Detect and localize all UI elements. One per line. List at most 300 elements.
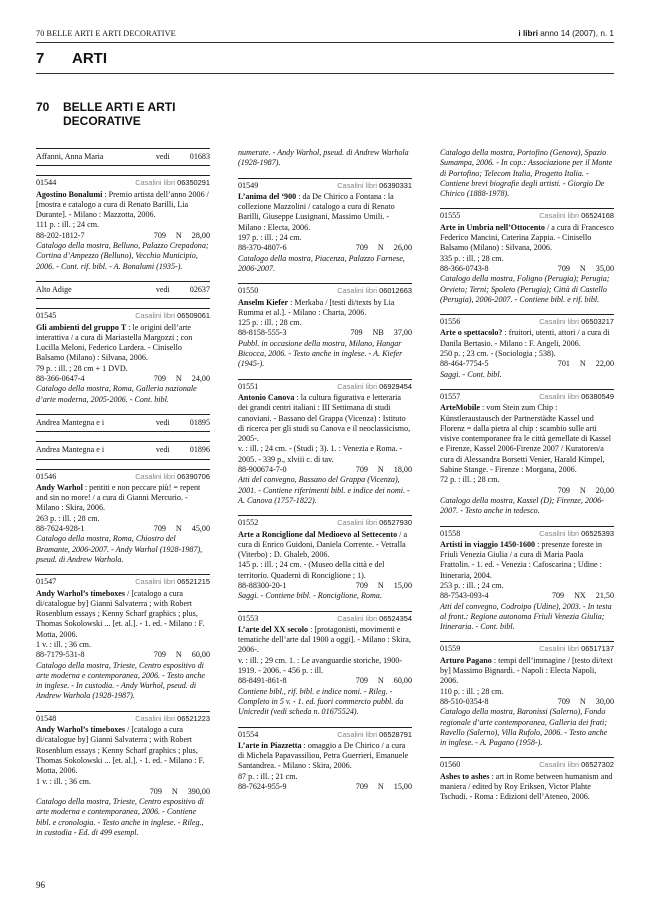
- entry-class: 709: [355, 465, 368, 475]
- xref-number: 01683: [189, 152, 210, 161]
- catalog-entry: [238, 611, 412, 718]
- entry-number: 01560: [440, 760, 461, 770]
- entry-isbn: 88-464-7754-5: [440, 359, 489, 369]
- header-journal-name: i libri: [518, 29, 538, 38]
- entry-text: : da De Chirico a Fontana : la collezione Mazzolini / catalogo a cura di Renato Barilli, Giuseppe Lusignani, Massimo Umili. - Milano : Electa, 2006.: [238, 191, 395, 232]
- entry-text: : presenze foreste in Friuli Venezia Giulia / a cura di Maria Paola Frattolin. - 1. ed. - Venezia : Cafoscarina ; Udine : Itineraria, 2004.: [440, 539, 603, 580]
- entry-title: Artisti in viaggio 1450-1600: [440, 539, 536, 549]
- continued-note: numerate. - Andy Warhol, pseud. di Andrew Warhola (1928-1987).: [238, 148, 409, 168]
- entry-flag: N: [175, 230, 182, 240]
- entry-number: 01546: [36, 471, 57, 481]
- entry-ref: [539, 644, 614, 654]
- entry-flag: N: [377, 465, 384, 475]
- entry-title: L’arte del XX secolo: [238, 624, 309, 634]
- entry-text: : fruitori, utenti, attori / a cura di Danila Bertasio. - Milano : F. Angeli, 2006.: [440, 328, 610, 348]
- spacer: [489, 359, 548, 369]
- entry-code: 06503217: [581, 317, 614, 327]
- entry-ref: [539, 760, 614, 770]
- entry-number: 01558: [440, 528, 461, 538]
- entry-ref: [539, 529, 614, 539]
- spacer: [85, 231, 144, 241]
- entry-code: 06509061: [177, 311, 210, 321]
- entry-ref: [337, 181, 412, 191]
- entry-flag: N: [377, 243, 384, 253]
- entry-body: [440, 772, 614, 803]
- cross-reference: [36, 414, 210, 432]
- catalog-entry: [36, 469, 210, 566]
- entry-body: [238, 625, 412, 656]
- entry-number: 01556: [440, 317, 461, 327]
- publisher-label: Casalini libri: [135, 178, 176, 188]
- entry-class: 709: [153, 650, 166, 660]
- entry-header: [238, 178, 412, 191]
- column-1: [36, 148, 210, 847]
- entry-flag: N: [579, 359, 586, 369]
- entry-text: : omaggio a De Chirico / a cura di Michela Papavassiliou, Petra Guerrieri, Emanuele Santandrea. - Milano : Skira, 2006.: [238, 740, 409, 771]
- entry-isbn-line: [440, 264, 614, 274]
- catalog-entry: [238, 379, 412, 507]
- entry-price: 20,00: [595, 485, 614, 495]
- entry-class: 701: [557, 359, 570, 369]
- entry-ref: [539, 317, 614, 327]
- entry-code: 06380549: [581, 391, 614, 401]
- entry-price: 35,00: [595, 263, 614, 273]
- spacer: [489, 697, 548, 707]
- entry-text: : art in Rome between humanism and maniera / edited by Roy Eriksen, Victor Plahte Tschudi. - Roma : Edizioni dell’Ateneo, 2006.: [440, 771, 613, 802]
- entry-title: Agostino Bonalumi: [36, 189, 103, 199]
- spacer: [287, 782, 346, 792]
- entry-isbn: 88-7179-531-8: [36, 650, 85, 660]
- entry-physical: 1 v. : ill. ; 36 cm.: [36, 776, 92, 786]
- entry-header: [440, 641, 614, 654]
- entry-code: 06525393: [581, 528, 614, 538]
- entry-isbn-line: [440, 591, 614, 601]
- entry-physical: 145 p. : ill. ; 24 cm. - (Museo della città e del territorio. Quaderni di Ronciglione ; 1).: [238, 560, 385, 580]
- entry-text: / a cura di Enrico Guidoni, Daniela Corrente. - Vetralla (Viterbo) : D. Ghaleb, 2006.: [238, 529, 408, 560]
- entry-flag: N: [171, 786, 178, 796]
- entry-flag: N: [377, 580, 384, 590]
- entry-class: 709: [355, 782, 368, 792]
- entry-text: : le origini dell’arte interattiva / a cura di Mariastella Margozzi ; con Lucilla Meloni, Federico Lardera. - Cinisello Balsamo (Milano) : Silvana, 2006.: [36, 322, 193, 363]
- entry-code: 06524168: [581, 211, 614, 221]
- entry-class: 709: [557, 696, 570, 706]
- entry-note: Atti del convegno, Bassano del Grappa (Vicenza), 2001. - Contiene riferimenti bibl. e indice dei nomi. - A. Canova (1757-1822).: [238, 475, 410, 505]
- xref-number: 01896: [189, 445, 210, 455]
- entry-physical: 197 p. : ill. ; 24 cm.: [238, 233, 302, 243]
- entry-class: 709: [557, 485, 570, 495]
- column-2: [238, 148, 412, 801]
- entry-body: [36, 483, 210, 514]
- entry-code: 06012663: [379, 286, 412, 296]
- entry-title: Arte in Umbria nell’Ottocento: [440, 222, 545, 232]
- xref-name: Alto Adige: [36, 284, 72, 294]
- entry-header: [440, 208, 614, 221]
- entry-ref: [135, 472, 210, 482]
- spacer: [287, 581, 346, 591]
- entry-isbn: 88-510-0354-8: [440, 696, 489, 706]
- entry-isbn-line: [36, 650, 210, 660]
- catalog-entry: [36, 308, 210, 405]
- header-rule: [36, 42, 614, 43]
- entry-flag: N: [175, 650, 182, 660]
- entry-body: [36, 190, 210, 221]
- catalog-entry: [440, 641, 614, 748]
- entry-price: 15,00: [393, 580, 412, 590]
- entry-body: [440, 656, 614, 687]
- entry-isbn: 88-7624-955-9: [238, 782, 287, 792]
- entry-body: [238, 393, 412, 444]
- entry-class: 709: [557, 263, 570, 273]
- entry-body: [440, 223, 614, 254]
- publisher-label: Casalini libri: [539, 760, 580, 770]
- entry-flag: N: [175, 374, 182, 384]
- entry-isbn: 88-366-0743-8: [440, 263, 489, 273]
- publisher-label: Casalini libri: [337, 729, 378, 739]
- catalog-entry: [440, 208, 614, 305]
- entry-physical: 125 p. : ill. ; 28 cm.: [238, 318, 302, 328]
- publisher-label: Casalini libri: [135, 713, 176, 723]
- publisher-label: Casalini libri: [337, 180, 378, 190]
- entry-note: Catalogo della mostra, Trieste, Centro espositivo di arte moderna e contemporanea, 2006. - Testo anche in inglese. - In custodia. - Andy Warhol, pseud. di Andrew Warhola (1928-1987).: [36, 660, 205, 701]
- entry-class: 709: [153, 230, 166, 240]
- entry-isbn-line: [238, 581, 412, 591]
- entry-header: [238, 379, 412, 392]
- entry-isbn: 88-366-0647-4: [36, 374, 85, 384]
- entry-note: Catalogo della mostra, Roma, Chiostro del Bramante, 2006-2007. - Andy Warhol (1928-1987), pseud. di Andrew Warhola.: [36, 534, 203, 564]
- entry-header: [238, 515, 412, 528]
- entry-number: 01552: [238, 518, 259, 528]
- subsection-title: BELLE ARTI E ARTI DECORATIVE: [63, 100, 176, 128]
- entry-price: 18,00: [393, 465, 412, 475]
- entry-physical: 253 p. : ill. ; 24 cm.: [440, 580, 504, 590]
- entry-title: L’arte in Piazzetta: [238, 740, 302, 750]
- entry-header: [440, 757, 614, 770]
- entry-text: / a cura di Francesco Federico Mancini, Caterina Zappia. - Cinisello Balsamo (Milano) : Silvana, 2006.: [440, 222, 614, 253]
- entry-ref: [135, 178, 210, 188]
- entry-text: : Premio artista dell’anno 2006 / [mostra e catalogo a cura di Renato Barilli, Lia Durante]. - Milano : Mazzotta, 2006.: [36, 189, 209, 220]
- spacer: [440, 486, 548, 496]
- entry-header: [440, 389, 614, 402]
- entry-header: [238, 727, 412, 740]
- header-issue: anno 14 (2007), n. 1: [537, 29, 614, 38]
- entry-price: 390,00: [187, 786, 210, 796]
- entry-price: 15,00: [393, 782, 412, 792]
- spacer: [36, 787, 140, 797]
- continued-note: Catalogo della mostra, Portofino (Genova), Spazio Sumampa, 2006. - In cop.: Associazione per il Monte di Portofino; Telecom Italia, Progetto Italia. - Contiene brevi biografie degli artisti. - Giorgio De Chirico (1888-1978).: [440, 148, 613, 199]
- subsection-number: 70: [36, 100, 50, 114]
- entry-isbn-line: [238, 328, 412, 338]
- xref-vedi: vedi: [155, 152, 170, 161]
- spacer: [85, 650, 144, 660]
- xref-name: Andrea Mantegna e i: [36, 417, 105, 427]
- entry-class: 709: [153, 374, 166, 384]
- spacer: [85, 374, 144, 384]
- publisher-label: Casalini libri: [337, 613, 378, 623]
- page-number: 96: [36, 880, 45, 890]
- entry-isbn: 88-88300-20-1: [238, 580, 287, 590]
- entry-body: [440, 403, 614, 475]
- section-number: 7: [36, 50, 45, 67]
- entry-flag: N: [579, 485, 586, 495]
- catalog-entry: [440, 526, 614, 633]
- entry-body: [36, 589, 210, 640]
- entry-body: [238, 530, 412, 561]
- entry-body: [36, 323, 210, 364]
- entry-title: ArteMobile: [440, 403, 481, 413]
- spacer: [85, 524, 144, 534]
- xref-vedi: vedi: [155, 445, 170, 455]
- entry-isbn: 88-370-4807-6: [238, 243, 287, 253]
- entry-number: 01557: [440, 391, 461, 401]
- entry-physical: v. : ill. ; 24 cm. - (Studi ; 3). 1. : Venezia e Roma. - 2005. - 339 p., xlviii c. di tav.: [238, 444, 403, 464]
- entry-note: Pubbl. in occasione della mostra, Milano, Hangar Bicocca, 2006. - Testo anche in inglese. - A. Kiefer (1945-).: [238, 338, 403, 369]
- spacer: [489, 264, 548, 274]
- spacer: [287, 465, 346, 475]
- spacer: [287, 676, 346, 686]
- catalog-entry: [36, 175, 210, 272]
- entry-isbn: 88-8158-555-3: [238, 328, 287, 338]
- catalog-entry: [238, 727, 412, 793]
- catalog-entry: [238, 178, 412, 275]
- entry-class: 709: [355, 676, 368, 686]
- entry-number: 01555: [440, 211, 461, 221]
- catalog-entry: [36, 711, 210, 839]
- entry-isbn-line: [36, 524, 210, 534]
- column-3: [440, 148, 614, 812]
- entry-number: 01551: [238, 381, 259, 391]
- entry-isbn-line: [440, 359, 614, 369]
- entry-note: Saggi. - Contiene bibl. - Ronciglione, Roma.: [238, 591, 382, 601]
- entry-text: : [protagonisti, movimenti e tematiche dell’arte dal 1900 a oggi]. - Milano : Skira, 2006-.: [238, 624, 411, 655]
- entry-body: [238, 741, 412, 772]
- xref-name: Affanni, Anna Maria: [36, 152, 104, 161]
- entry-code: 06527302: [581, 760, 614, 770]
- entry-title: Andy Warhol’s timeboxes: [36, 588, 126, 598]
- entry-number: 01559: [440, 644, 461, 654]
- entry-price: 30,00: [595, 696, 614, 706]
- entry-ref: [337, 286, 412, 296]
- entry-code: 06929454: [379, 381, 412, 391]
- entry-number: 01549: [238, 180, 259, 190]
- entry-physical: 110 p. : ill. ; 28 cm.: [440, 686, 504, 696]
- entry-body: [440, 540, 614, 581]
- entry-body: [36, 725, 210, 776]
- entry-class: 709: [350, 328, 363, 338]
- entry-isbn: 88-900674-7-0: [238, 465, 287, 475]
- entry-isbn-line: [36, 374, 210, 384]
- entry-physical: v. : ill. ; 29 cm. 1. : Le avanguardie storiche, 1900-1919. - 2006. - 456 p. : ill.: [238, 655, 403, 676]
- entry-physical: 87 p. : ill. ; 21 cm.: [238, 771, 298, 781]
- entry-physical: 79 p. : ill. ; 28 cm + 1 DVD.: [36, 363, 128, 373]
- entry-isbn-line: [36, 787, 210, 797]
- entry-title: Gli ambienti del gruppo T: [36, 322, 127, 332]
- entry-flag: N: [579, 696, 586, 706]
- entry-physical: 72 p. : ill. ; 28 cm.: [440, 475, 500, 485]
- entry-isbn-line: [440, 697, 614, 707]
- entry-price: 28,00: [191, 230, 210, 240]
- entry-price: 22,00: [595, 359, 614, 369]
- entry-price: 60,00: [393, 676, 412, 686]
- entry-code: 06528791: [379, 729, 412, 739]
- entry-ref: [337, 730, 412, 740]
- entry-class: 709: [149, 786, 162, 796]
- entry-code: 06390706: [177, 471, 210, 481]
- entry-number: 01544: [36, 178, 57, 188]
- entry-code: 06521223: [177, 713, 210, 723]
- entry-isbn-line: [238, 782, 412, 792]
- entry-number: 01553: [238, 613, 259, 623]
- entry-note: Catalogo della mostra, Kassel (D); Firenze, 2006-2007. - Testo anche in tedesco.: [440, 495, 604, 516]
- entry-class: 709: [355, 580, 368, 590]
- xref-number: 02637: [189, 284, 210, 294]
- publisher-label: Casalini libri: [539, 528, 580, 538]
- publisher-label: Casalini libri: [135, 577, 176, 587]
- entry-body: [440, 328, 614, 349]
- entry-note: Contiene bibl., rif. bibl. e indice nomi. - Rileg. - Completo in 5 v. - 1. ed. fuori commercio pubbl. da Unicredit (vedi scheda n. 01675524).: [238, 686, 404, 717]
- xref-vedi: vedi: [155, 284, 170, 294]
- xref-vedi: vedi: [155, 417, 170, 427]
- cross-reference: [36, 148, 210, 166]
- entry-title: L’anima del ‘900: [238, 191, 297, 201]
- entry-code: 06524354: [379, 613, 412, 623]
- entry-price: 24,00: [191, 374, 210, 384]
- entry-text: / [catalogo a cura di/catalogue by] Gianni Salvaterra ; with Robert Rosenblum essays ; Kenny Scharf graphics ; plus, Thomas Sokolowski ... [et. al.]. - 1. ed. - Milano : F. Motta, 2006.: [36, 588, 205, 639]
- entry-text: / [catalogo a cura di/catalogue by] Gianni Salvaterra ; with Robert Rosenblum essays ; Kenny Scharf graphics ; plus, Thomas Sokolowski ... [et. al.]. - 1. ed. - Milano : F. Motta, 2006.: [36, 725, 205, 776]
- publisher-label: Casalini libri: [539, 391, 580, 401]
- entry-code: 06527930: [379, 518, 412, 528]
- running-header: [36, 29, 614, 43]
- entry-price: 26,00: [393, 243, 412, 253]
- entry-note: Catalogo della mostra, Foligno (Perugia); Perugia; Orvieto; Terni; Spoleto (Perugia); Città di Castello (Perugia), 2006-2007. - Contiene bibl. e rif. bibl.: [440, 274, 610, 304]
- entry-title: Andy Warhol: [36, 482, 83, 492]
- entry-physical: 111 p. : ill. ; 24 cm.: [36, 220, 100, 230]
- entry-header: [440, 526, 614, 539]
- entry-price: 37,00: [393, 328, 412, 338]
- entry-header: [36, 711, 210, 724]
- catalog-entry: [238, 515, 412, 601]
- entry-flag: N: [377, 782, 384, 792]
- entry-number: 01547: [36, 577, 57, 587]
- entry-isbn-line: [238, 676, 412, 686]
- entry-code: 06390331: [379, 180, 412, 190]
- catalog-entry: [238, 283, 412, 369]
- entry-header: [36, 469, 210, 482]
- section-rule: [36, 73, 614, 74]
- entry-isbn: 88-8491-861-8: [238, 676, 287, 686]
- entry-text: : Merkaba / [testi di/texts by Lia Rumma et al.]. - Milano : Charta, 2006.: [238, 297, 395, 317]
- publisher-label: Casalini libri: [539, 317, 580, 327]
- entry-body: [238, 192, 412, 233]
- entry-price: 60,00: [191, 650, 210, 660]
- catalog-entry: [440, 389, 614, 517]
- entry-header: [36, 175, 210, 188]
- entry-isbn: 88-202-1812-7: [36, 230, 85, 240]
- xref-number: 01895: [189, 417, 210, 427]
- entry-title: Andy Warhol’s timeboxes: [36, 725, 126, 735]
- entry-number: 01545: [36, 311, 57, 321]
- entry-ref: [337, 382, 412, 392]
- entry-note: Catalogo della mostra, Piacenza, Palazzo Farnese, 2006-2007.: [238, 253, 405, 273]
- entry-note: Catalogo della mostra, Trieste, Centro espositivo di arte moderna e contemporanea, 2006. - Contiene bibl. e cronologia. - Testo anche in inglese. - Rileg., in custodia - Ed. di 499 esempl.: [36, 797, 204, 838]
- entry-text: : tempi dell’immagine / [testo di/text by] Massimo Bignardi. - Napoli : Electa Napoli, 2006.: [440, 655, 613, 686]
- entry-title: Anselm Kiefer: [238, 297, 289, 307]
- publisher-label: Casalini libri: [135, 471, 176, 481]
- entry-code: 06517137: [581, 644, 614, 654]
- entry-physical: 263 p. : ill. ; 28 cm.: [36, 513, 100, 523]
- entry-flag: NB: [372, 328, 384, 338]
- entry-ref: [135, 311, 210, 321]
- entry-ref: [539, 211, 614, 221]
- entry-isbn-line: [440, 486, 614, 496]
- entry-isbn-line: [238, 465, 412, 475]
- entry-class: 709: [153, 524, 166, 534]
- entry-note: Catalogo della mostra, Baronissi (Salerno), Fondo regionale d’arte contemporanea, Galleria dei frati; Ravello (Salerno), Villa Rufolo, 2006. - Testo anche in inglese. - A. Pagano (1958-).: [440, 707, 608, 748]
- entry-class: 709: [551, 591, 565, 601]
- header-section-label: 70 BELLE ARTI E ARTI DECORATIVE: [36, 29, 176, 38]
- catalog-entry: [36, 574, 210, 702]
- entry-flag: NX: [574, 591, 586, 601]
- entry-physical: 1 v. : ill. ; 36 cm.: [36, 639, 92, 649]
- entry-code: 06521215: [177, 577, 210, 587]
- entry-title: Arturo Pagano: [440, 655, 492, 665]
- cross-reference: [36, 281, 210, 299]
- entry-note: Saggi. - Cont. bibl.: [440, 369, 502, 379]
- entry-ref: [337, 614, 412, 624]
- publisher-label: Casalini libri: [337, 381, 378, 391]
- entry-flag: N: [579, 263, 586, 273]
- entry-note: Atti del convegno, Codroipo (Udine), 2003. - In testa al front.: Regione autonoma Friuli Venezia Giulia; Itineraria. - Cont. bibl.: [440, 601, 612, 632]
- entry-header: [238, 283, 412, 296]
- publisher-label: Casalini libri: [539, 644, 580, 654]
- entry-price: 45,00: [191, 524, 210, 534]
- header-journal-info: [518, 29, 614, 38]
- entry-text: : la cultura figurativa e letteraria dei grandi centri italiani : III Settimana di studi canoviani. - Bassano del Grappa (Vicenza) : Istituto di ricerca per gli studi su Canova e il neoclassicismo, 2005-.: [238, 392, 411, 444]
- publisher-label: Casalini libri: [135, 311, 176, 321]
- entry-isbn-line: [238, 243, 412, 253]
- entry-header: [238, 611, 412, 624]
- entry-header: [36, 308, 210, 321]
- entry-title: Arte a Ronciglione dal Medioevo al Settecento: [238, 529, 398, 539]
- entry-flag: N: [377, 676, 384, 686]
- entry-title: Antonio Canova: [238, 392, 295, 402]
- entry-number: 01554: [238, 729, 259, 739]
- entry-title: Arte o spettacolo?: [440, 328, 503, 338]
- entry-isbn: 88-7543-093-4: [440, 591, 489, 601]
- entry-ref: [539, 392, 614, 402]
- catalog-entry: [440, 757, 614, 802]
- catalog-entry: [440, 314, 614, 380]
- entry-ref: [135, 714, 210, 724]
- publisher-label: Casalini libri: [337, 518, 378, 528]
- entry-header: [36, 574, 210, 587]
- entry-physical: 250 p. ; 23 cm. - (Sociologia ; 538).: [440, 349, 556, 359]
- spacer: [489, 591, 542, 601]
- entry-code: 06350291: [177, 178, 210, 188]
- entry-physical: 335 p. : ill. ; 28 cm.: [440, 253, 504, 263]
- entry-text: : vom Stein zum Chip : Künstleraustausch der Partnerstädte Kassel und Florenz = dalla pietra al chip : scambio sulle arti visive contemporanee fra le città gemellate di Kassel e Firenze, Kassel 2006-Firenze 2007 / Kuratoren/a cura di Alessandra Borsetti Venier, Harald Kimpel, Sabine Stange. - Firenze : Morgana, 2006.: [440, 403, 612, 475]
- cross-reference: [36, 441, 210, 459]
- entry-header: [440, 314, 614, 327]
- publisher-label: Casalini libri: [539, 211, 580, 221]
- entry-note: Catalogo della mostra, Belluno, Palazzo Crepadona; Cortina d’Ampezzo (Belluno), Vecchio Municipio, 2006. - Cont. rif. bibl. - A. Bonalumi (1935-).: [36, 241, 209, 271]
- spacer: [287, 243, 346, 253]
- section-title: ARTI: [72, 50, 107, 67]
- entry-text: : pentiti e non peccare più! = repent and sin no more! / a cura di Gianni Mercurio. - Milano : Skira, 2006.: [36, 482, 201, 513]
- spacer: [287, 328, 341, 338]
- xref-name: Andrea Mantegna e i: [36, 445, 105, 455]
- entry-title: Ashes to ashes: [440, 771, 490, 781]
- entry-ref: [135, 577, 210, 587]
